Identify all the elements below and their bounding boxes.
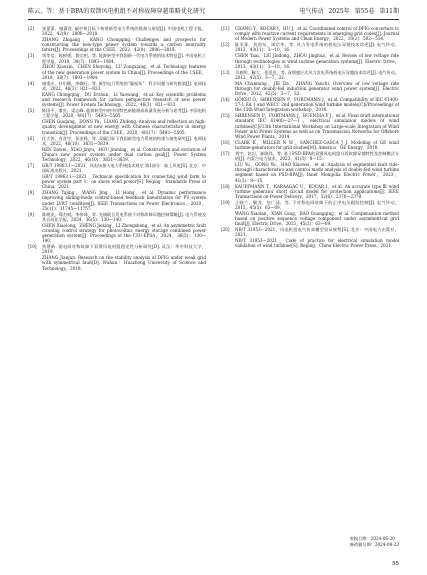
reference-number bbox=[221, 211, 235, 226]
page-number: 55 bbox=[392, 561, 399, 567]
reference-entry bbox=[28, 174, 206, 189]
reference-entry bbox=[28, 244, 206, 254]
reference-number: [5] bbox=[28, 108, 34, 114]
reference-number bbox=[221, 53, 235, 68]
reference-number: [6] bbox=[28, 135, 34, 141]
reference-entry bbox=[28, 255, 206, 270]
reference-text: NB/T 31053—2021，风电机组电气仿真模型验证规程[S]. 北京：中国电力出版社，2021. bbox=[235, 227, 399, 238]
reference-entry bbox=[221, 238, 399, 248]
reference-entry bbox=[28, 223, 206, 244]
reference-number bbox=[28, 255, 42, 270]
reference-entry bbox=[221, 140, 399, 150]
reference-entry bbox=[221, 70, 399, 80]
reference-number: [2] bbox=[28, 26, 34, 31]
reference-text: CHANG Y，KOCAR I，HU J，et al. Coordinated control of DFIG converters to comply with reactive current requirements in emerging grid codes[J]. Journal of Modern Power Systems and Clean Energy，2022，10(2)：502—514. bbox=[235, 26, 399, 42]
reference-number: [15] bbox=[221, 113, 230, 119]
reference-text: CLARK K，MILLER N W，SANCHEZ-GASCA J J. Modeling of GE wind turbine-generators for grid studies[M]. America：GE Energy，2010. bbox=[235, 139, 399, 151]
reference-number bbox=[28, 119, 42, 134]
received-date: 收稿日期：2024-06-20 bbox=[349, 536, 395, 541]
reference-number: [14] bbox=[221, 97, 230, 103]
reference-text: MA Chunming，JIE Da，ZHANG Yanchi. Overview of low voltage ride through for doubly-fed induction generator wind power system[J]. Electric Drive，2012，42(5)：3—7，32. bbox=[235, 80, 399, 97]
reference-entry bbox=[221, 184, 399, 199]
reference-number: [11] bbox=[221, 26, 230, 31]
reference-text: GB/T 19963.1—2021，风电场接入电力系统技术规定 第1部分：陆上风电[S]. 北京：中国标准出版社，2021. bbox=[42, 162, 206, 174]
reference-number: [7] bbox=[28, 162, 34, 168]
reference-entry bbox=[221, 53, 399, 68]
reference-text: ZHANG Yajing，WANG Jing，LI Hong，et al. Dynamic performance improving sliding-mode control-based feedback linearization for PV system under LVRT condition[J]. IEEE Transactions on Power Electronics，2020，35(11)：11745—11757. bbox=[42, 190, 206, 211]
reference-number bbox=[28, 92, 42, 107]
journal-info bbox=[299, 5, 399, 19]
reference-text: 张蕾蕾，谢潇滢. 碳中和目标下构建新型电力系统的挑战与展望[J]. 中国电机工程学报，2022，42(8)：2806—2818. bbox=[42, 26, 206, 37]
reference-entry bbox=[221, 151, 399, 161]
reference-number bbox=[28, 64, 42, 79]
references-left-column bbox=[28, 26, 206, 272]
reference-number: [20] bbox=[221, 227, 230, 233]
reference-entry bbox=[221, 113, 399, 139]
reference-number: [17] bbox=[221, 150, 230, 156]
reference-entry bbox=[28, 64, 206, 79]
reference-entry bbox=[221, 97, 399, 112]
reference-text: CHEN Yaai，LIU Jindong，ZHOU Jinghua，et al. Review of low voltage ride through technologies in wind turbine generation systems[J]. Electric Drive，2013，43(11)：3—10，16. bbox=[235, 53, 399, 69]
reference-entry bbox=[221, 42, 399, 52]
reference-number: [8] bbox=[28, 190, 34, 196]
reference-entry bbox=[28, 108, 206, 118]
reference-entry bbox=[28, 163, 206, 173]
reference-entry bbox=[221, 211, 399, 226]
journal-year: 2025年 bbox=[328, 8, 350, 15]
reference-text: WANG Xiaolan，XIAN Long，BAO Guangqing，et al. Compensation method based on positive sequence voltage component under asymmetrical grid fault[J]. Electric Drive，2015，45(2)：63—69. bbox=[235, 210, 399, 227]
reference-number: [12] bbox=[221, 42, 230, 48]
reference-text: 陈亚莱，刘劲东，周宗华，等. 风力发电系统的低电压穿越技术综述[J]. 电气传动，2013，43(11)：3—10，16. bbox=[235, 42, 399, 53]
reference-entry bbox=[28, 81, 206, 91]
reference-entry bbox=[221, 162, 399, 183]
reference-number bbox=[28, 174, 42, 189]
manuscript-dates bbox=[350, 536, 399, 548]
reference-text: 王晓兰，解龙，包广清，等. 不对称电网故障下的正序电压跟踪控制[J]. 电气传动，2015，45(5)：63—69. bbox=[235, 199, 399, 210]
reference-number: [13] bbox=[221, 69, 230, 75]
reference-text: REN Dawei，XIAO Jinyu，HOU Jinming，et al. Construction and evolution of China's new power system under dual carbon goal[J]. Power System Technology，2022，46(10)：3831—3839. bbox=[42, 146, 206, 162]
reference-text: 任大伟，肖晋宇，侯金鸣，等. 双碳目标下我国新型电力系统的构建与演变研究[J]. 电网技术，2022，46(10)：3831—3839. bbox=[42, 135, 206, 146]
running-header bbox=[28, 5, 399, 20]
reference-entry bbox=[221, 227, 399, 237]
reference-entry bbox=[28, 212, 206, 222]
reference-number: [4] bbox=[28, 80, 34, 86]
reference-text: 马春明，解大，张延迟，等. 双馈感应式风力发电系统低电压穿越技术综述[J]. 电气传动，2012，42(5)：3—7，32. bbox=[235, 69, 399, 80]
reference-entry bbox=[221, 81, 399, 96]
reference-number: [3] bbox=[28, 53, 34, 59]
reference-entry bbox=[28, 53, 206, 63]
reference-entry bbox=[221, 26, 399, 41]
reference-entry bbox=[221, 200, 399, 210]
reference-text: CHEN Guoping，DONG Yu，LIANG Zhifeng. Analysis and reflection on high-quality development of new energy with Chinese characteristics in energy transition[J]. Proceedings of the CSEE，2020，40(17)：5493—5505. bbox=[42, 119, 206, 135]
reference-entry bbox=[28, 190, 206, 211]
reference-entry bbox=[28, 92, 206, 107]
reference-text: 陈国平，董昱，梁志峰. 能源转型中的中国特色新能源高质量发展分析与思考[J]. 中国电机工程学报，2020，40(17)：5493—5505. bbox=[42, 108, 206, 119]
reference-entry bbox=[28, 119, 206, 134]
reference-text: SØRENSEN P，FORTMANN J，BUENDIA F J，et al. Final draft international standard IEC 61400—27—1，electrical simulation models of wind turbines[C]//13th International Workshop on Large-scale Integration of Wind Power into Power Systems as well as on Transmission Networks for Offshore Wind Power Plants，2014. bbox=[235, 113, 399, 139]
reference-text: GÖKSU Ö，SØRENSEN P，FORTMANN J，et al. Compatibility of IEC 61400-27-1 Ed 1 and WECC 2nd generation wind turbine models[C]//Proceedings of the 15th Wind Integration workshop，2016. bbox=[235, 97, 399, 113]
journal-volume: 第55卷 bbox=[354, 8, 375, 15]
reference-entry bbox=[28, 147, 206, 162]
references-right-column bbox=[221, 26, 399, 249]
reference-text: ZHANG Jianjun. Research on the stability analysis of DFIG under weak grid with symmetrical fault[D]. Wuhan：Huazhong University of Science and Technology，2019. bbox=[42, 255, 206, 271]
reference-number: [16] bbox=[221, 139, 230, 145]
journal-name: 电气传动 bbox=[299, 8, 324, 15]
reference-number bbox=[28, 147, 42, 162]
reference-entry bbox=[28, 37, 206, 52]
reference-text: ZHANG Zhigang，KANG Chongqing. Challenges and prospects for constructing the new-type power system towards a carbon neutrality future[J]. Proceedings of the CSEE，2022，42(8)：2806—2818. bbox=[42, 37, 206, 53]
reference-number bbox=[221, 162, 235, 183]
reference-number bbox=[28, 223, 42, 244]
reference-text: 刘宇，赵岩，郝晓玮，等. 基于PSD-BPA的双馈风电机组分段故障穿越特性及控制模式分析[J]. 内蒙古电力技术，2023，41(3)：8—15. bbox=[235, 150, 399, 162]
reference-text: 周孝信，陈树勇，鲁宗相，等. 能源转型中我国新一代电力系统的技术特征[J]. 中国电机工程学报，2018，38(7)：1893—1904. bbox=[42, 53, 206, 64]
reference-number: [18] bbox=[221, 183, 230, 189]
revised-date: 修改稿日期：2024-08-23 bbox=[349, 542, 399, 547]
reference-text: KAUFFMANN T，KARAAGAC U，KOCAR I，et al. An accurate type Ⅲ wind turbine generator short circuit model for protection applications[J]. IEEE Transactions on Power Delivery，2017，32(6)：2370—2379. bbox=[235, 183, 399, 199]
reference-text: 康重庆，杜尔顺，李姚旺，等. 新型电力系统的“碳视角”：科学问题与研究框架[J]. 电网技术，2022，46(3)：821—833. bbox=[42, 80, 206, 91]
reference-text: NB/T 31053—2021，Code of practice for electrical simulation model validation of wind turbines[S]. Beijing：China Electric Power Press，2021. bbox=[235, 238, 399, 249]
reference-number: [10] bbox=[28, 244, 37, 250]
reference-number: [19] bbox=[221, 199, 230, 205]
reference-text: ZHOU Xiaoxin，CHEN Shuyong，LU Zongxiang，et al. Technology features of the new generation power system in China[J]. Proceedings of the CSEE，2018，38(7)：1893—1904. bbox=[42, 64, 206, 80]
reference-number bbox=[221, 238, 235, 248]
reference-text: LIU Yu，GONG Yu，HAO Xiaowei，et al. Analysis of segmented fault ride-through characteristics and control mode analysis of doubly-fed wind turbine segment based on PSD-BPA[J]. Inner Mongolia Electric Power，2023，41(3)：8—15. bbox=[235, 162, 399, 183]
journal-issue: 第11期 bbox=[379, 8, 399, 15]
reference-text: CHEN Xiaolong，ZHENG Jiexing，LI Zhongsheng，et al. An asymmetric fault crossing control strategy for photovoltaic energy storage combined power generation system[J]. Proceedings of the CSU-EPSA，2024，36(5)：130—140. bbox=[42, 222, 206, 244]
reference-entry bbox=[28, 26, 206, 36]
reference-text: KANG Chongqing，DU Ershun，LI Yaowang，et al. Key scientific problems and research framework for carbon perspective research of new power systems[J]. Power System Technology，2022，46(3)：821—833. bbox=[42, 91, 206, 108]
reference-number bbox=[28, 37, 42, 52]
reference-text: GB/T 19963.1—2021，Technical specification for connecting wind farm to power system part 1：on shore wind power[S]. Beijing：Standards Press of China，2021. bbox=[42, 173, 206, 190]
reference-text: 陈晓龙，郑杰钢，李伟烽，等. 光储联合发电系统不对称故障穿越控制策略[J]. 电力系统及其自动化学报，2024，36(5)：130—140. bbox=[42, 211, 206, 222]
reference-number bbox=[221, 81, 235, 96]
reference-number: [9] bbox=[28, 211, 34, 217]
reference-entry bbox=[28, 136, 206, 146]
reference-text: 焦建新. 弱电网对称故障下双馈风电机组稳定性分析研究[D]. 武汉：华中科技大学，2019. bbox=[42, 244, 206, 255]
article-running-title: 陈云，等：基于BPA的双馈风电机组不对称故障穿越策略优化研究 bbox=[28, 8, 206, 15]
